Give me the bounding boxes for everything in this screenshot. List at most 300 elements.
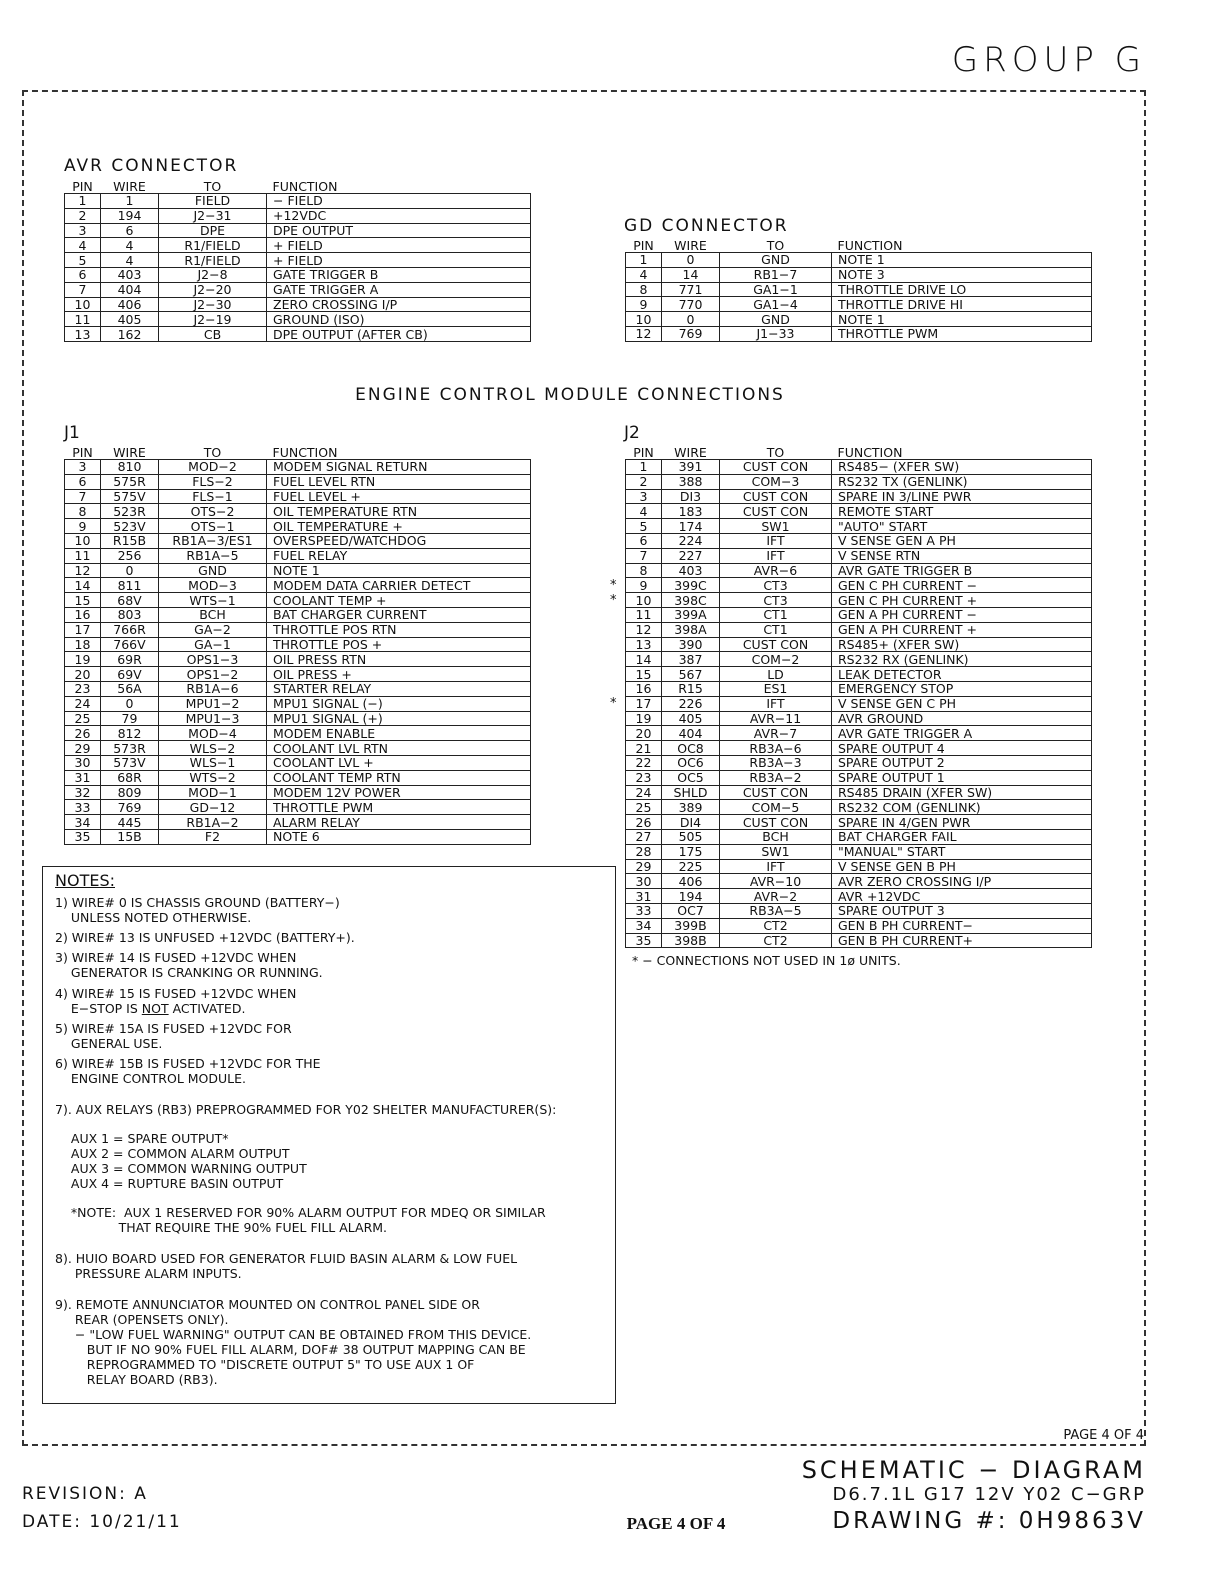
- cell-wire: 770: [662, 297, 720, 312]
- table-row: [65, 815, 531, 830]
- cell-function: FUEL LEVEL RTN: [267, 474, 531, 489]
- cell-to: CB: [159, 327, 267, 342]
- cell-wire: 194: [662, 889, 720, 904]
- cell-to: CT2: [720, 918, 832, 933]
- table-row: [626, 637, 1092, 652]
- table-row: [626, 312, 1092, 327]
- cell-pin: 18: [65, 637, 101, 652]
- note-1: 1) WIRE# 0 IS CHASSIS GROUND (BATTERY−) UNLESS NOTED OTHERWISE.: [55, 895, 340, 925]
- cell-to: OTS−1: [159, 519, 267, 534]
- cell-function: NOTE 6: [267, 829, 531, 844]
- table-row: [65, 607, 531, 622]
- cell-function: AVR +12VDC: [832, 889, 1092, 904]
- group-title: GROUP G: [951, 40, 1146, 80]
- cell-to: CT1: [720, 622, 832, 637]
- cell-pin: 3: [65, 223, 101, 238]
- cell-pin: 5: [65, 253, 101, 268]
- date: DATE: 10/21/11: [22, 1512, 182, 1532]
- cell-to: GND: [159, 563, 267, 578]
- cell-wire: 809: [101, 785, 159, 800]
- table-row: [65, 489, 531, 504]
- cell-pin: 34: [65, 815, 101, 830]
- cell-function: GEN A PH CURRENT −: [832, 607, 1092, 622]
- table-row: [65, 533, 531, 548]
- cell-function: NOTE 1: [832, 312, 1092, 327]
- schematic-title: SCHEMATIC − DIAGRAM: [801, 1456, 1146, 1484]
- table-row: [65, 770, 531, 785]
- cell-to: CUST CON: [720, 637, 832, 652]
- j2-footnote: * − CONNECTIONS NOT USED IN 1ø UNITS.: [632, 953, 901, 968]
- table-row: [65, 578, 531, 593]
- cell-wire: OC5: [662, 770, 720, 785]
- cell-pin: 13: [65, 327, 101, 342]
- cell-pin: 21: [626, 741, 662, 756]
- cell-wire: 398B: [662, 933, 720, 948]
- ecm-section-title: ENGINE CONTROL MODULE CONNECTIONS: [355, 385, 785, 405]
- table-row: [626, 696, 1092, 711]
- cell-to: COM−5: [720, 800, 832, 815]
- table-row: [65, 519, 531, 534]
- cell-function: OIL PRESS RTN: [267, 652, 531, 667]
- cell-function: GEN A PH CURRENT +: [832, 622, 1092, 637]
- cell-pin: 8: [626, 563, 662, 578]
- cell-function: RS485− (XFER SW): [832, 460, 1092, 475]
- revision: REVISION: A: [22, 1484, 148, 1504]
- cell-function: MODEM SIGNAL RETURN: [267, 460, 531, 475]
- cell-pin: 10: [626, 593, 662, 608]
- table-row: [65, 223, 531, 238]
- cell-function: SPARE OUTPUT 4: [832, 741, 1092, 756]
- col-header-function: FUNCTION: [272, 179, 338, 194]
- cell-pin: 5: [626, 519, 662, 534]
- cell-wire: 174: [662, 519, 720, 534]
- cell-function: ALARM RELAY: [267, 815, 531, 830]
- cell-function: LEAK DETECTOR: [832, 667, 1092, 682]
- table-row: [626, 800, 1092, 815]
- cell-pin: 4: [626, 504, 662, 519]
- model-title: D6.7.1L G17 12V Y02 C−GRP: [832, 1484, 1146, 1505]
- cell-to: RB1−7: [720, 267, 832, 282]
- cell-function: FUEL LEVEL +: [267, 489, 531, 504]
- cell-pin: 6: [65, 474, 101, 489]
- col-header-to: TO: [203, 445, 222, 460]
- cell-pin: 8: [65, 504, 101, 519]
- note-4: [55, 986, 296, 1016]
- cell-wire: 399C: [662, 578, 720, 593]
- j1-table: [64, 446, 531, 845]
- cell-function: COOLANT TEMP +: [267, 593, 531, 608]
- unused-marker-pin10: *: [610, 593, 617, 608]
- cell-to: J2−30: [159, 297, 267, 312]
- cell-wire: 14: [662, 267, 720, 282]
- cell-wire: 769: [662, 326, 720, 341]
- cell-to: AVR−7: [720, 726, 832, 741]
- table-row: [65, 593, 531, 608]
- cell-wire: DI4: [662, 815, 720, 830]
- cell-pin: 14: [65, 578, 101, 593]
- cell-wire: SHLD: [662, 785, 720, 800]
- cell-to: RB3A−3: [720, 755, 832, 770]
- note-4-line1: 4) WIRE# 15 IS FUSED +12VDC WHEN: [55, 986, 297, 1001]
- cell-wire: 445: [101, 815, 159, 830]
- cell-wire: 256: [101, 548, 159, 563]
- cell-to: GA1−4: [720, 297, 832, 312]
- cell-function: RS232 TX (GENLINK): [832, 474, 1092, 489]
- cell-function: GATE TRIGGER A: [267, 282, 531, 297]
- cell-function: NOTE 3: [832, 267, 1092, 282]
- cell-wire: 183: [662, 504, 720, 519]
- cell-wire: 398C: [662, 593, 720, 608]
- cell-to: COM−2: [720, 652, 832, 667]
- cell-function: REMOTE START: [832, 504, 1092, 519]
- table-row: [65, 652, 531, 667]
- cell-function: V SENSE GEN B PH: [832, 859, 1092, 874]
- cell-function: SPARE OUTPUT 2: [832, 755, 1092, 770]
- cell-to: GA1−1: [720, 282, 832, 297]
- cell-pin: 30: [626, 874, 662, 889]
- cell-to: CT1: [720, 607, 832, 622]
- cell-to: AVR−6: [720, 563, 832, 578]
- cell-to: MPU1−2: [159, 696, 267, 711]
- cell-to: CUST CON: [720, 815, 832, 830]
- cell-pin: 10: [626, 312, 662, 327]
- note-7-aux-list: AUX 1 = SPARE OUTPUT* AUX 2 = COMMON ALARM OUTPUT AUX 3 = COMMON WARNING OUTPUT AUX 4 = RUPTURE BASIN OUTPUT: [70, 1131, 307, 1191]
- cell-pin: 35: [626, 933, 662, 948]
- cell-to: GA−2: [159, 622, 267, 637]
- cell-wire: 575V: [101, 489, 159, 504]
- cell-pin: 24: [65, 696, 101, 711]
- cell-function: THROTTLE DRIVE LO: [832, 282, 1092, 297]
- cell-function: THROTTLE POS RTN: [267, 622, 531, 637]
- cell-function: OIL TEMPERATURE +: [267, 519, 531, 534]
- cell-function: SPARE IN 3/LINE PWR: [832, 489, 1092, 504]
- gd-connector-title: GD CONNECTOR: [624, 216, 789, 236]
- cell-function: MPU1 SIGNAL (+): [267, 711, 531, 726]
- cell-wire: 0: [101, 563, 159, 578]
- avr-rows: [65, 194, 531, 342]
- table-row: [626, 889, 1092, 904]
- cell-pin: 4: [65, 238, 101, 253]
- cell-wire: 523R: [101, 504, 159, 519]
- cell-pin: 16: [626, 681, 662, 696]
- cell-function: SPARE IN 4/GEN PWR: [832, 815, 1092, 830]
- cell-function: MODEM DATA CARRIER DETECT: [267, 578, 531, 593]
- cell-pin: 9: [65, 519, 101, 534]
- table-row: [626, 267, 1092, 282]
- notes-title: NOTES:: [55, 871, 115, 890]
- cell-function: DPE OUTPUT: [267, 223, 531, 238]
- cell-pin: 31: [626, 889, 662, 904]
- table-row: [626, 578, 1092, 593]
- cell-wire: 0: [662, 312, 720, 327]
- cell-to: SW1: [720, 844, 832, 859]
- cell-pin: 15: [626, 667, 662, 682]
- cell-wire: 573V: [101, 755, 159, 770]
- avr-connector-table: [64, 180, 531, 342]
- cell-wire: 225: [662, 859, 720, 874]
- cell-function: MODEM 12V POWER: [267, 785, 531, 800]
- cell-wire: 399B: [662, 918, 720, 933]
- cell-function: OIL PRESS +: [267, 667, 531, 682]
- cell-to: MOD−2: [159, 460, 267, 475]
- cell-pin: 2: [65, 208, 101, 223]
- cell-wire: 175: [662, 844, 720, 859]
- table-row: [65, 460, 531, 475]
- cell-function: ZERO CROSSING I/P: [267, 297, 531, 312]
- cell-to: F2: [159, 829, 267, 844]
- cell-pin: 8: [626, 282, 662, 297]
- table-row: [626, 859, 1092, 874]
- cell-pin: 29: [626, 859, 662, 874]
- cell-to: R1/FIELD: [159, 238, 267, 253]
- cell-pin: 3: [65, 460, 101, 475]
- cell-to: DPE: [159, 223, 267, 238]
- table-row: [65, 667, 531, 682]
- cell-to: FIELD: [159, 194, 267, 209]
- col-header-wire: WIRE: [113, 445, 146, 460]
- cell-function: SPARE OUTPUT 3: [832, 903, 1092, 918]
- table-row: [626, 755, 1092, 770]
- cell-pin: 30: [65, 755, 101, 770]
- cell-function: THROTTLE DRIVE HI: [832, 297, 1092, 312]
- cell-to: IFT: [720, 859, 832, 874]
- cell-pin: 6: [65, 267, 101, 282]
- table-row: [626, 785, 1092, 800]
- cell-to: CUST CON: [720, 460, 832, 475]
- cell-wire: 405: [662, 711, 720, 726]
- table-row: [626, 593, 1092, 608]
- cell-to: SW1: [720, 519, 832, 534]
- cell-function: V SENSE GEN C PH: [832, 696, 1092, 711]
- table-row: [65, 711, 531, 726]
- cell-pin: 1: [65, 194, 101, 209]
- col-header-wire: WIRE: [113, 179, 146, 194]
- cell-to: WLS−2: [159, 741, 267, 756]
- col-header-pin: PIN: [72, 445, 93, 460]
- cell-pin: 33: [626, 903, 662, 918]
- table-row: [626, 548, 1092, 563]
- cell-to: J2−8: [159, 267, 267, 282]
- cell-to: RB1A−6: [159, 681, 267, 696]
- table-row: [65, 563, 531, 578]
- table-row: [626, 489, 1092, 504]
- j2-title: J2: [624, 423, 640, 443]
- cell-wire: 766V: [101, 637, 159, 652]
- cell-to: FLS−2: [159, 474, 267, 489]
- cell-to: J2−31: [159, 208, 267, 223]
- cell-pin: 1: [626, 253, 662, 268]
- col-header-to: TO: [203, 179, 222, 194]
- cell-wire: 68V: [101, 593, 159, 608]
- table-row: [65, 297, 531, 312]
- cell-pin: 29: [65, 741, 101, 756]
- cell-to: LD: [720, 667, 832, 682]
- cell-wire: 404: [101, 282, 159, 297]
- cell-function: "AUTO" START: [832, 519, 1092, 534]
- cell-pin: 33: [65, 800, 101, 815]
- cell-pin: 1: [626, 460, 662, 475]
- cell-function: GEN C PH CURRENT −: [832, 578, 1092, 593]
- cell-wire: 771: [662, 282, 720, 297]
- note-5: 5) WIRE# 15A IS FUSED +12VDC FOR GENERAL USE.: [55, 1021, 292, 1051]
- cell-wire: 56A: [101, 681, 159, 696]
- cell-to: R1/FIELD: [159, 253, 267, 268]
- cell-to: GND: [720, 312, 832, 327]
- cell-wire: 766R: [101, 622, 159, 637]
- cell-to: J2−19: [159, 312, 267, 327]
- note-9: 9). REMOTE ANNUNCIATOR MOUNTED ON CONTROL PANEL SIDE OR REAR (OPENSETS ONLY). − "LOW FUEL WARNING" OUTPUT CAN BE OBTAINED FROM THIS DEVICE. BUT IF NO 90% FUEL FILL ALARM, DOF# 38 OUTPUT MAPPING CAN BE REPROGRAMMED TO "DISCRETE OUTPUT 5" TO USE AUX 1 OF RELAY BOARD (RB3).: [55, 1297, 532, 1387]
- cell-wire: 69R: [101, 652, 159, 667]
- cell-pin: 23: [65, 681, 101, 696]
- cell-function: AVR GATE TRIGGER A: [832, 726, 1092, 741]
- cell-function: COOLANT TEMP RTN: [267, 770, 531, 785]
- cell-function: AVR ZERO CROSSING I/P: [832, 874, 1092, 889]
- table-row: [626, 519, 1092, 534]
- cell-function: AVR GATE TRIGGER B: [832, 563, 1092, 578]
- cell-wire: 523V: [101, 519, 159, 534]
- cell-to: BCH: [159, 607, 267, 622]
- cell-pin: 7: [65, 282, 101, 297]
- table-row: [65, 253, 531, 268]
- table-row: [65, 785, 531, 800]
- cell-wire: 224: [662, 533, 720, 548]
- cell-wire: 1: [101, 194, 159, 209]
- cell-pin: 11: [65, 548, 101, 563]
- table-row: [65, 312, 531, 327]
- cell-wire: OC6: [662, 755, 720, 770]
- cell-pin: 24: [626, 785, 662, 800]
- note-7: 7). AUX RELAYS (RB3) PREPROGRAMMED FOR Y02 SHELTER MANUFACTURER(S):: [55, 1102, 557, 1117]
- cell-pin: 14: [626, 652, 662, 667]
- table-row: [626, 622, 1092, 637]
- cell-function: EMERGENCY STOP: [832, 681, 1092, 696]
- cell-function: +12VDC: [267, 208, 531, 223]
- table-row: [626, 253, 1092, 268]
- cell-function: THROTTLE PWM: [832, 326, 1092, 341]
- unused-marker-pin17: *: [610, 696, 617, 711]
- cell-function: GEN C PH CURRENT +: [832, 593, 1092, 608]
- col-header-to: TO: [766, 238, 785, 253]
- cell-pin: 31: [65, 770, 101, 785]
- cell-wire: 803: [101, 607, 159, 622]
- cell-wire: 405: [101, 312, 159, 327]
- table-row: [626, 844, 1092, 859]
- cell-pin: 25: [65, 711, 101, 726]
- cell-to: CT3: [720, 578, 832, 593]
- cell-wire: 406: [662, 874, 720, 889]
- cell-to: FLS−1: [159, 489, 267, 504]
- cell-to: RB3A−5: [720, 903, 832, 918]
- table-row: [626, 563, 1092, 578]
- cell-wire: 810: [101, 460, 159, 475]
- cell-pin: 12: [626, 326, 662, 341]
- cell-pin: 34: [626, 918, 662, 933]
- cell-pin: 3: [626, 489, 662, 504]
- note-4-line2b: ACTIVATED.: [168, 1001, 246, 1016]
- table-row: [65, 696, 531, 711]
- cell-pin: 10: [65, 533, 101, 548]
- cell-to: GND: [720, 253, 832, 268]
- cell-function: − FIELD: [267, 194, 531, 209]
- table-row: [626, 933, 1092, 948]
- cell-function: FUEL RELAY: [267, 548, 531, 563]
- cell-to: RB1A−5: [159, 548, 267, 563]
- cell-function: COOLANT LVL +: [267, 755, 531, 770]
- table-row: [65, 800, 531, 815]
- table-row: [65, 327, 531, 342]
- table-row: [626, 504, 1092, 519]
- col-header-pin: PIN: [633, 238, 654, 253]
- unused-marker-pin9: *: [610, 578, 617, 593]
- cell-function: OIL TEMPERATURE RTN: [267, 504, 531, 519]
- cell-pin: 23: [626, 770, 662, 785]
- table-row: [65, 622, 531, 637]
- j1-title: J1: [64, 423, 80, 443]
- cell-wire: 387: [662, 652, 720, 667]
- cell-to: WLS−1: [159, 755, 267, 770]
- table-row: [626, 829, 1092, 844]
- cell-function: THROTTLE PWM: [267, 800, 531, 815]
- cell-wire: 391: [662, 460, 720, 475]
- table-row: [626, 607, 1092, 622]
- cell-function: THROTTLE POS +: [267, 637, 531, 652]
- cell-to: GA−1: [159, 637, 267, 652]
- j2-table: [625, 446, 1092, 948]
- cell-pin: 12: [65, 563, 101, 578]
- cell-wire: OC7: [662, 903, 720, 918]
- cell-pin: 20: [65, 667, 101, 682]
- cell-to: OTS−2: [159, 504, 267, 519]
- cell-to: IFT: [720, 696, 832, 711]
- cell-pin: 2: [626, 474, 662, 489]
- cell-wire: 406: [101, 297, 159, 312]
- cell-pin: 17: [626, 696, 662, 711]
- table-row: [626, 533, 1092, 548]
- cell-wire: 769: [101, 800, 159, 815]
- note-6: 6) WIRE# 15B IS FUSED +12VDC FOR THE ENGINE CONTROL MODULE.: [55, 1056, 321, 1086]
- cell-pin: 26: [65, 726, 101, 741]
- cell-function: RS232 RX (GENLINK): [832, 652, 1092, 667]
- cell-function: + FIELD: [267, 238, 531, 253]
- table-row: [65, 741, 531, 756]
- cell-to: WTS−1: [159, 593, 267, 608]
- table-row: [65, 829, 531, 844]
- table-row: [626, 667, 1092, 682]
- cell-to: IFT: [720, 533, 832, 548]
- cell-to: CT2: [720, 933, 832, 948]
- cell-to: RB3A−6: [720, 741, 832, 756]
- cell-wire: 575R: [101, 474, 159, 489]
- col-header-function: FUNCTION: [272, 445, 338, 460]
- j2-rows: [626, 460, 1092, 948]
- cell-wire: OC8: [662, 741, 720, 756]
- table-row: [626, 460, 1092, 475]
- cell-pin: 27: [626, 829, 662, 844]
- cell-to: RB1A−2: [159, 815, 267, 830]
- cell-wire: 403: [662, 563, 720, 578]
- table-row: [626, 711, 1092, 726]
- cell-wire: 194: [101, 208, 159, 223]
- note-4-line2a: E−STOP IS: [55, 1001, 142, 1016]
- cell-function: SPARE OUTPUT 1: [832, 770, 1092, 785]
- table-row: [65, 194, 531, 209]
- cell-wire: 69V: [101, 667, 159, 682]
- table-row: [626, 474, 1092, 489]
- table-row: [626, 815, 1092, 830]
- col-header-pin: PIN: [72, 179, 93, 194]
- cell-function: GATE TRIGGER B: [267, 267, 531, 282]
- table-row: [65, 637, 531, 652]
